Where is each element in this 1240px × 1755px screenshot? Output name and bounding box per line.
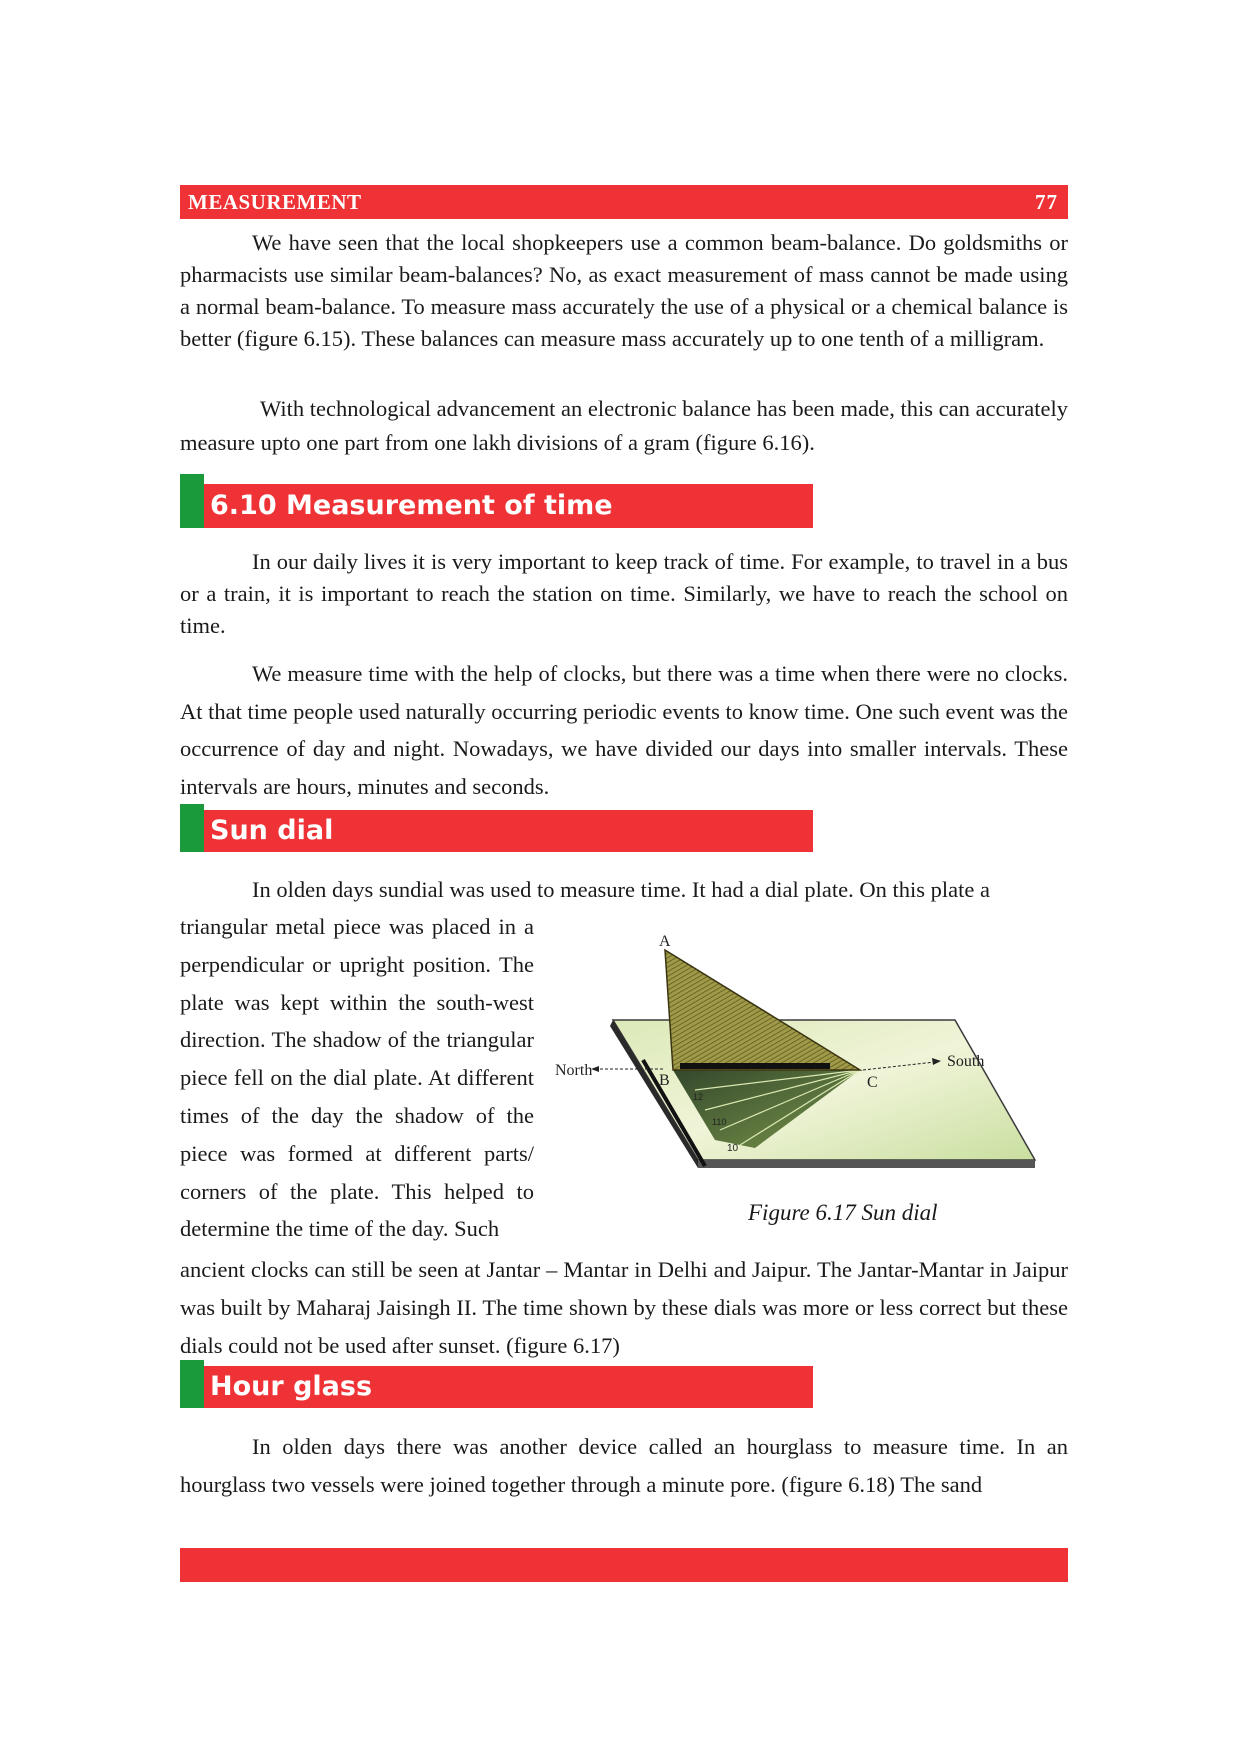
running-header <box>180 185 1068 219</box>
label-a: A <box>659 933 671 950</box>
paragraph-daily-time: In our daily lives it is very important to keep track of time. For example, to travel in a bus or a train, it is important to reach the station on time. Similarly, we have to reach the school on time. <box>180 549 1068 638</box>
section-heading-text: Hour glass <box>204 1366 813 1408</box>
page-number: 77 <box>1035 189 1058 214</box>
label-10: 10 <box>727 1143 739 1154</box>
label-11: 110 <box>712 1117 727 1127</box>
section-heading-measurement-of-time <box>180 474 813 528</box>
section-accent <box>180 1360 204 1408</box>
gnomon-triangle <box>665 950 860 1070</box>
section-accent <box>180 474 204 528</box>
section-accent <box>180 804 204 852</box>
label-12: 12 <box>693 1092 704 1102</box>
paragraph-jantar-mantar: ancient clocks can still be seen at Jantar – Mantar in Delhi and Jaipur. The Jantar-Mantar in Jaipur was built by Maharaj Jaisingh II. The time shown by these dials was more or less correct but these dials could not be used after sunset. (figure 6.17) <box>180 1257 1068 1358</box>
paragraph-sundial-wrapped: triangular metal piece was placed in a perpendicular or upright position. The plate was kept within the south-west direction. The shadow of the triangular piece fell on the dial plate. At different times of the day the shadow of the piece was formed at different parts/ corners of the plate. This helped to determine the time of the day. Such <box>180 914 534 1242</box>
label-b: B <box>659 1072 670 1089</box>
sundial-figure <box>555 930 1055 1190</box>
paragraph-hourglass: In olden days there was another device called an hourglass to measure time. In an hourglass two vessels were joined together through a minute pore. (figure 6.18) The sand <box>180 1434 1068 1497</box>
gnomon-base <box>680 1063 830 1069</box>
section-heading-text: 6.10 Measurement of time <box>204 484 813 528</box>
section-heading-sun-dial <box>180 804 813 852</box>
sundial-illustration <box>555 930 1055 1190</box>
chapter-title: MEASUREMENT <box>188 189 362 214</box>
paragraph-electronic-balance: With technological advancement an electronic balance has been made, this can accurately measure upto one part from one lakh divisions of a gram (figure 6.16). <box>180 396 1068 455</box>
figure-caption: Figure 6.17 Sun dial <box>748 1200 938 1225</box>
footer-bar <box>180 1548 1068 1582</box>
label-south: South <box>947 1053 985 1070</box>
label-north: North <box>555 1062 593 1079</box>
paragraph-clocks: We measure time with the help of clocks, but there was a time when there were no clocks. At that time people used naturally occurring periodic events to know time. One such event was the occurrence of day and night. Nowadays, we have divided our days into smaller intervals. These intervals are hours, minutes and seconds. <box>180 661 1068 799</box>
section-heading-hour-glass <box>180 1360 813 1408</box>
paragraph-beam-balance: We have seen that the local shopkeepers use a common beam-balance. Do goldsmiths or pharmacists use similar beam-balances? No, as exact measurement of mass cannot be made using a normal beam-balance. To measure mass accurately the use of a physical or a chemical balance is better (figure 6.15). These balances can measure mass accurately up to one tenth of a milligram. <box>180 230 1068 351</box>
label-c: C <box>867 1074 878 1091</box>
paragraph-sundial-intro: In olden days sundial was used to measure time. It had a dial plate. On this plate a <box>252 877 990 902</box>
dial-plate-edge <box>698 1160 1035 1168</box>
section-heading-text: Sun dial <box>204 810 813 852</box>
